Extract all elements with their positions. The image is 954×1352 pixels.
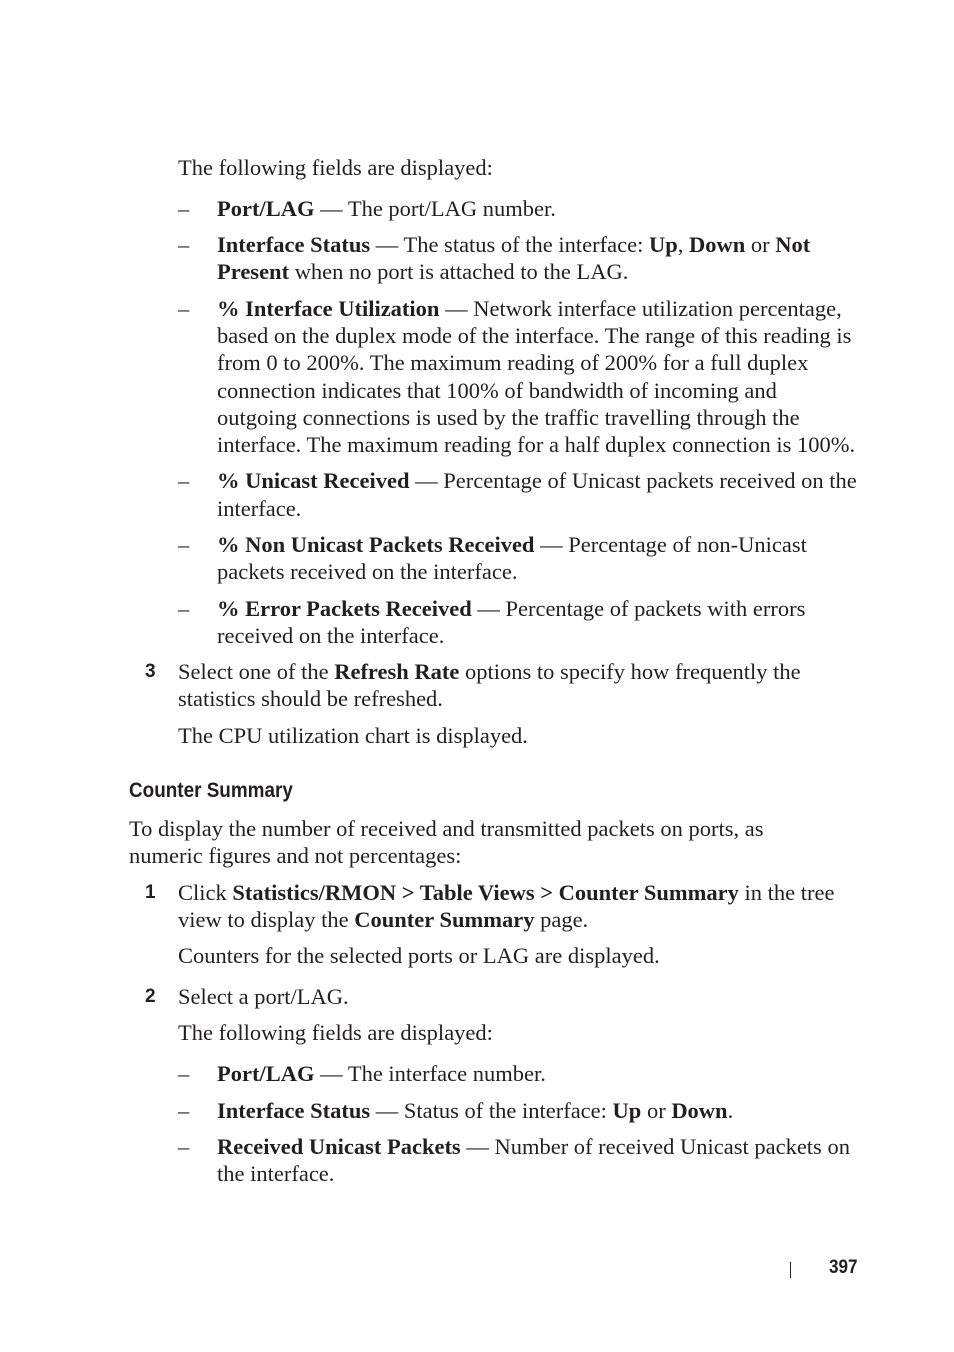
term: Port/LAG [217,196,315,221]
step-2-text: Select a port/LAG. [178,984,349,1009]
list-item-continuation: interface. The maximum reading for a half duplex connection is 100%. [217,432,856,457]
page-number: 397 [829,1257,858,1278]
list-item-continuation: received on the interface. [217,623,445,648]
term: Refresh Rate [334,659,460,684]
footer-divider [790,1262,791,1278]
list-item-interface-status: Interface Status — Status of the interface: Up or Down. [217,1098,734,1123]
term: Port/LAG [217,1061,315,1086]
list-item-utilization: % Interface Utilization — Network interface utilization percentage, [217,296,842,321]
list-item-continuation: packets received on the interface. [217,559,518,584]
term: Interface Status [217,232,371,257]
term: Received Unicast Packets [217,1134,461,1159]
term: % Unicast Received [217,468,410,493]
section-intro: numeric figures and not percentages: [129,843,462,868]
step-3-continuation: statistics should be refreshed. [178,686,443,711]
step-2-result: The following fields are displayed: [178,1020,493,1045]
menu-path: Statistics/RMON > Table Views > Counter Summary [232,880,739,905]
list-item-continuation: from 0 to 200%. The maximum reading of 200% for a full duplex [217,350,809,375]
list-item-non-unicast: % Non Unicast Packets Received — Percentage of non-Unicast [217,532,807,557]
list-item-interface-status: Interface Status — The status of the interface: Up, Down or Not [217,232,811,257]
list-bullet: – [178,596,190,621]
step-3-text: Select one of the Refresh Rate options to specify how frequently the [178,659,801,684]
list-item-continuation: outgoing connections is used by the traffic travelling through the [217,405,800,430]
step-number: 3 [145,661,156,682]
step-1-continuation: view to display the Counter Summary page. [178,907,589,932]
term: Interface Status [217,1098,371,1123]
list-bullet: – [178,232,190,257]
list-bullet: – [178,532,190,557]
list-item-port-lag: Port/LAG — The interface number. [217,1061,546,1086]
list-item-continuation: based on the duplex mode of the interface. The range of this reading is [217,323,852,348]
section-heading: Counter Summary [129,779,293,802]
intro-text: The following fields are displayed: [178,155,493,180]
list-bullet: – [178,296,190,321]
list-bullet: – [178,468,190,493]
list-item-error: % Error Packets Received — Percentage of packets with errors [217,596,806,621]
list-bullet: – [178,196,190,221]
list-item-continuation: connection indicates that 100% of bandwidth of incoming and [217,378,777,403]
section-intro: To display the number of received and transmitted packets on ports, as [129,816,764,841]
list-item-port-lag: Port/LAG — The port/LAG number. [217,196,556,221]
step-number: 2 [145,986,156,1007]
list-item-unicast: % Unicast Received — Percentage of Unicast packets received on the [217,468,857,493]
list-bullet: – [178,1134,190,1159]
list-item-received-unicast: Received Unicast Packets — Number of received Unicast packets on [217,1134,850,1159]
step-1-text: Click Statistics/RMON > Table Views > Counter Summary in the tree [178,880,835,905]
list-bullet: – [178,1061,190,1086]
step-1-result: Counters for the selected ports or LAG are displayed. [178,943,660,968]
term: % Error Packets Received [217,596,472,621]
list-item-continuation: Present when no port is attached to the LAG. [217,259,629,284]
term: % Non Unicast Packets Received [217,532,535,557]
term: Counter Summary [354,907,535,932]
term: % Interface Utilization [217,296,440,321]
list-bullet: – [178,1098,190,1123]
list-item-continuation: the interface. [217,1161,335,1186]
list-item-continuation: interface. [217,496,302,521]
step-number: 1 [145,882,156,903]
step-3-result: The CPU utilization chart is displayed. [178,723,528,748]
